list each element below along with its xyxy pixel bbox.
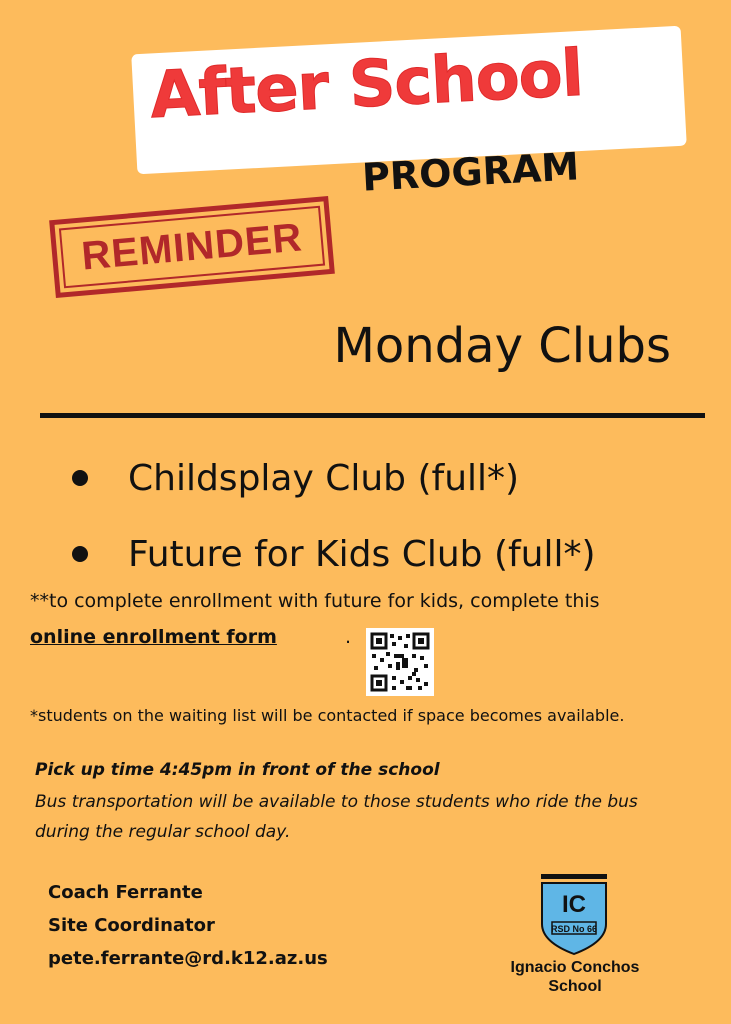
logo-initials: IC — [562, 891, 586, 918]
program-subtitle: PROGRAM — [360, 144, 581, 200]
bullet-icon — [72, 470, 88, 486]
contact-name: Coach Ferrante — [48, 882, 203, 903]
bus-info: Bus transportation will be available to those students who ride the bus during the regular school day. — [35, 792, 638, 842]
link-period: . — [345, 626, 352, 648]
page-title: After School — [148, 36, 585, 134]
club-list — [60, 440, 596, 592]
school-name: Ignacio Conchos School — [510, 959, 640, 995]
waiting-list-note: *students on the waiting list will be contacted if space becomes available. — [30, 706, 625, 725]
contact-role: Site Coordinator — [48, 915, 215, 936]
pickup-time: Pick up time 4:45pm in front of the school — [35, 760, 440, 780]
enrollment-note: **to complete enrollment with future for kids, complete this — [30, 590, 600, 612]
stamp-inner-border — [59, 206, 325, 289]
section-heading: Monday Clubs — [333, 318, 671, 374]
logo-badge: RSD No 66 — [550, 924, 598, 934]
club-label: Childsplay Club (full*) — [128, 457, 520, 499]
list-item — [60, 440, 596, 516]
qr-code-icon[interactable] — [366, 628, 434, 696]
bullet-icon — [72, 546, 88, 562]
divider — [40, 413, 705, 418]
contact-email[interactable]: pete.ferrante@rd.k12.az.us — [48, 948, 328, 969]
reminder-stamp — [49, 196, 335, 298]
club-label: Future for Kids Club (full*) — [128, 533, 596, 575]
enrollment-form-link[interactable]: online enrollment form — [30, 626, 277, 648]
stamp-text: REMINDER — [79, 214, 305, 279]
list-item — [60, 516, 596, 592]
school-shield-logo — [538, 872, 610, 956]
contact-block — [48, 876, 328, 975]
